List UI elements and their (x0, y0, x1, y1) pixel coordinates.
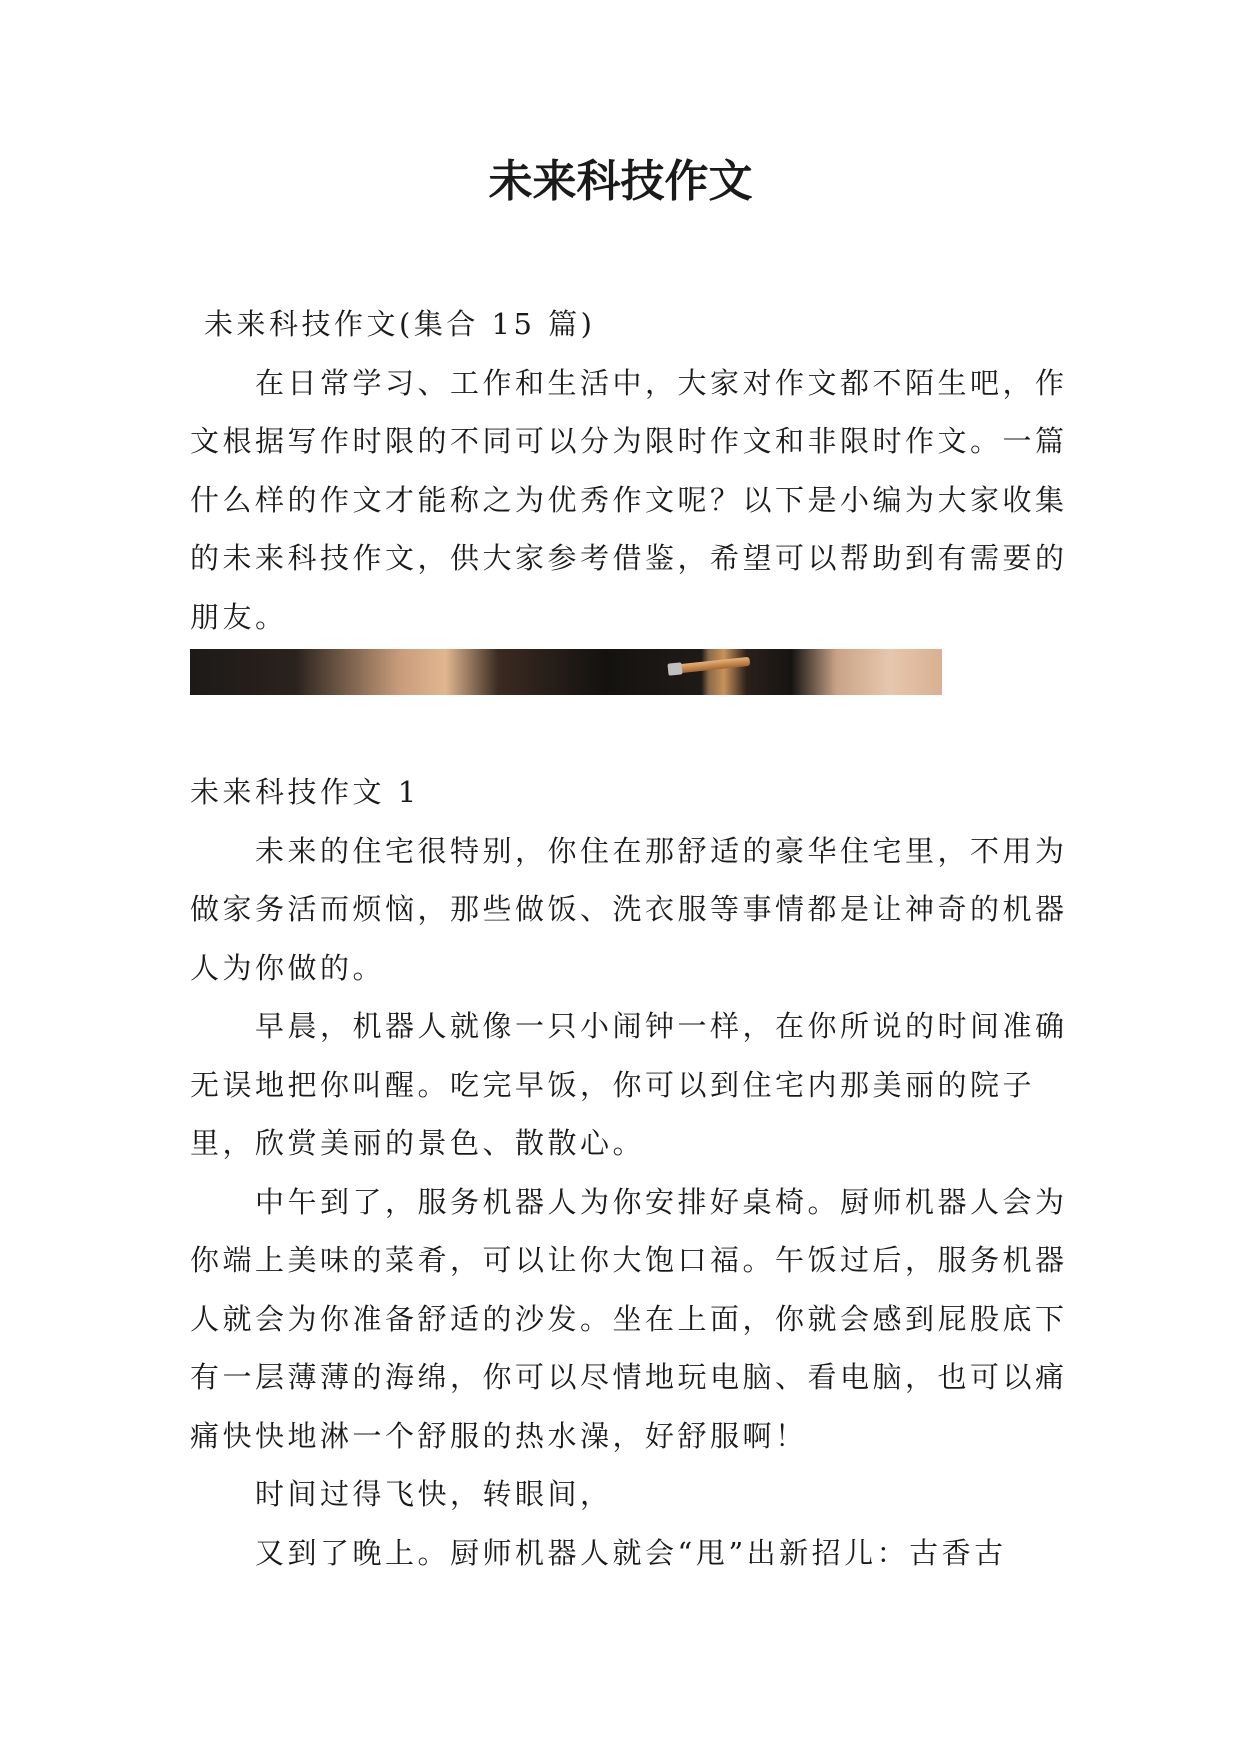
document-title: 未来科技作文 (488, 156, 753, 207)
pen-tip-image (667, 662, 682, 675)
essay-photo-strip (190, 649, 942, 695)
essay-paragraph: 中午到了，服务机器人为你安排好桌椅。厨师机器人会为你端上美味的菜肴，可以让你大饱口福。午饭过后，服务机器人就会为你准备舒适的沙发。坐在上面，你就会感到屁股底下有一层薄薄的海绵，你可以尽情地玩电脑、看电脑，也可以痛痛快快地淋一个舒服的热水澡，好舒服啊！ (190, 1184, 1068, 1453)
section-heading: 未来科技作文 1 (190, 775, 420, 809)
essay-paragraph: 未来的住宅很特别，你住在那舒适的豪华住宅里，不用为做家务活而烦恼，那些做饭、洗衣服等事情都是让神奇的机器人为你做的。 (190, 833, 1068, 985)
document-body (190, 295, 1070, 1582)
essay-paragraph: 又到了晚上。厨师机器人就会“甩”出新招儿：古香古 (255, 1535, 1007, 1570)
intro-paragraph: 在日常学习、工作和生活中，大家对作文都不陌生吧，作文根据写作时限的不同可以分为限时作文和非限时作文。一篇什么样的作文才能称之为优秀作文呢？以下是小编为大家收集的未来科技作文，供大家参考借鉴，希望可以帮助到有需要的朋友。 (190, 365, 1068, 634)
document-subtitle: 未来科技作文(集合 15 篇) (204, 307, 596, 341)
essay-paragraph: 时间过得飞快，转眼间， (255, 1477, 613, 1511)
essay-paragraph: 早晨，机器人就像一只小闹钟一样，在你所说的时间准确无误地把你叫醒。吃完早饭，你可以到住宅内那美丽的院子里，欣赏美丽的景色、散散心。 (190, 1009, 1068, 1160)
